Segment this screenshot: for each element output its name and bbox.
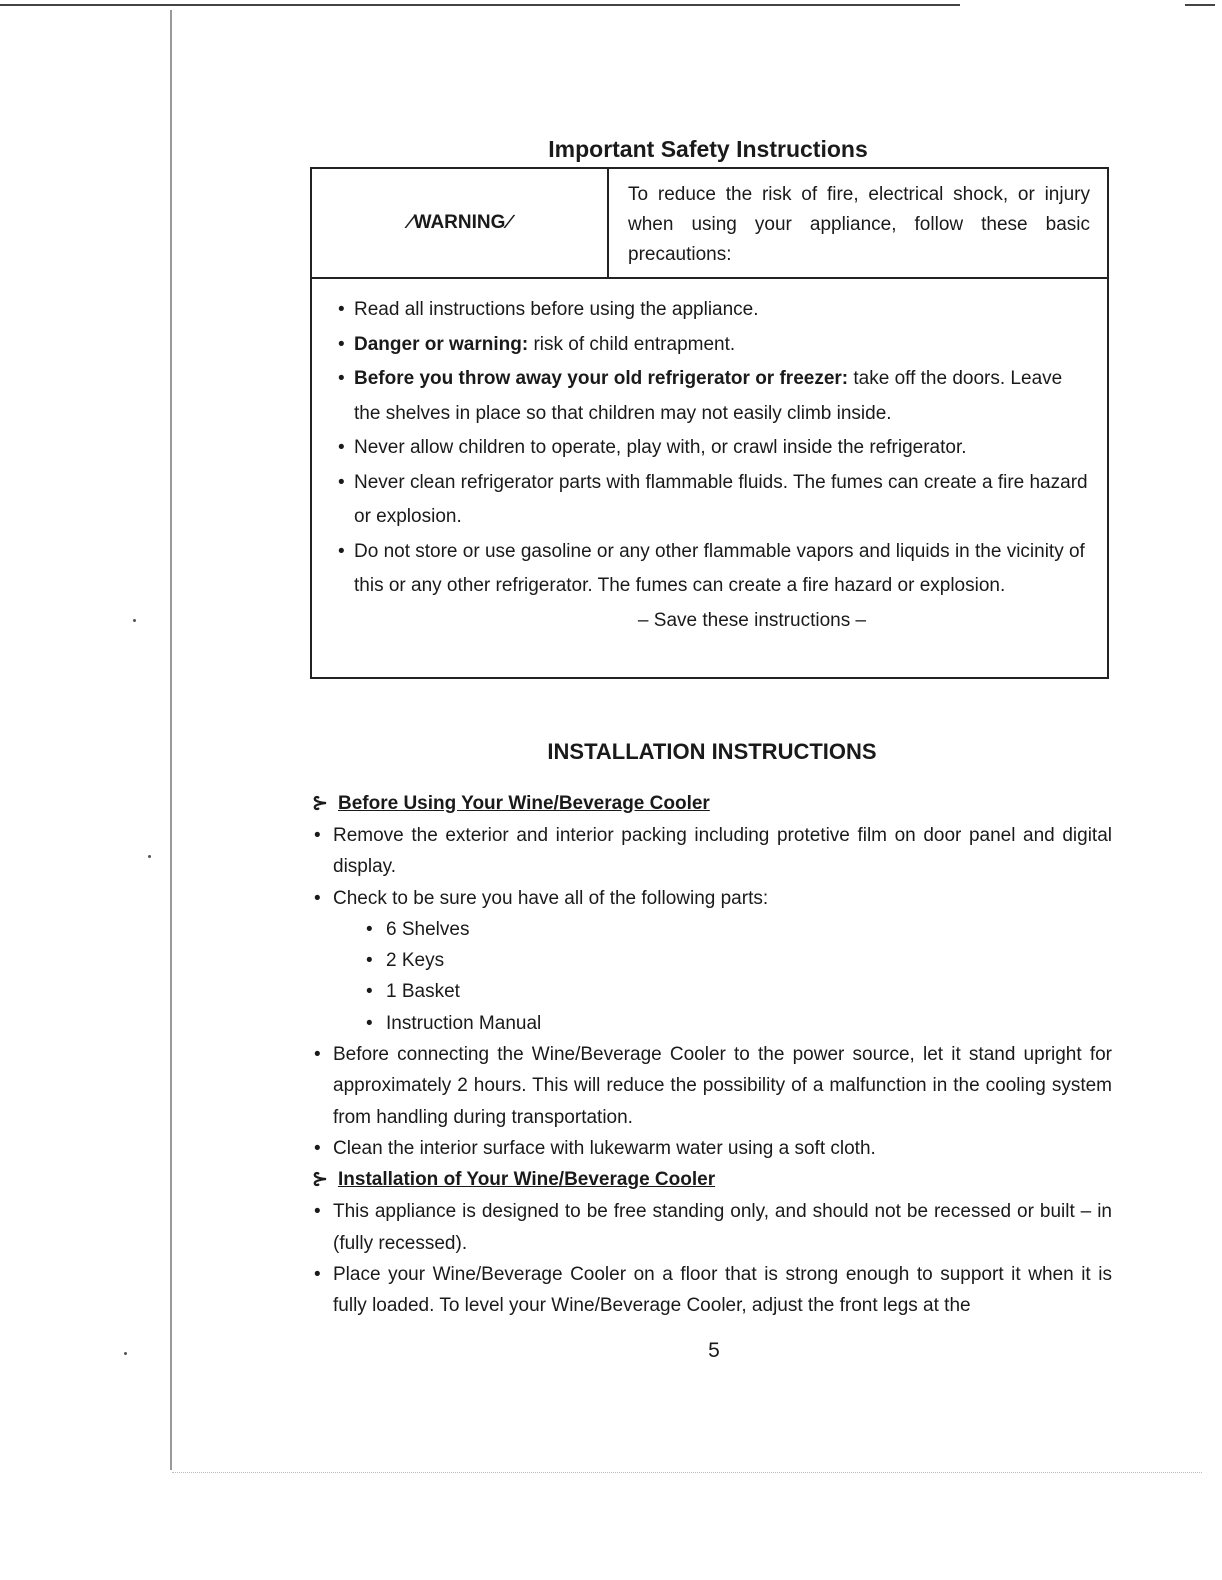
list-item: • Do not store or use gasoline or any other flammable vapors and liquids in the vicinity of this or any other refrigerator. The fumes can create a fire hazard or explosion. [336, 535, 1088, 604]
save-instructions-note: – Save these instructions – [637, 609, 867, 631]
installation-title: INSTALLATION INSTRUCTIONS [547, 739, 877, 764]
installation-of-heading: ⊱ Installation of Your Wine/Beverage Cooler [312, 1164, 1112, 1196]
parts-item: • 2 Keys [364, 945, 1112, 976]
warning-text: To reduce the risk of fire, electrical shock, or injury when using your appliance, follow these basic precautions: [628, 184, 1090, 265]
parts-item: • 1 Basket [364, 976, 1112, 1007]
installation-section [312, 788, 1112, 1321]
warning-box [310, 167, 1109, 679]
list-item: • Check to be sure you have all of the following parts: [312, 883, 1112, 914]
page-number: 5 [708, 1339, 720, 1362]
list-item: • Read all instructions before using the appliance. [336, 293, 1088, 328]
safety-title: Important Safety Instructions [548, 136, 868, 162]
scan-edge-top-right [1185, 4, 1215, 6]
parts-item: • Instruction Manual [364, 1008, 1112, 1039]
scan-edge-bottom [172, 1472, 1202, 1473]
scan-edge-top [0, 4, 960, 6]
warning-label-cell [312, 169, 609, 277]
list-item: • Before you throw away your old refrigerator or freezer: take off the doors. Leave the shelves in place so that children may not easily climb inside. [336, 362, 1088, 431]
scan-speck [133, 619, 136, 622]
warning-label: WARNING [413, 212, 506, 233]
before-using-list [312, 820, 1112, 1164]
parts-list [312, 914, 1112, 1039]
list-item: • This appliance is designed to be free standing only, and should not be recessed or built – in (fully recessed). [312, 1196, 1112, 1259]
list-item: • Before connecting the Wine/Beverage Cooler to the power source, let it stand upright for approximately 2 hours. This will reduce the possibility of a malfunction in the cooling system from handling during transportation. [312, 1039, 1112, 1133]
parts-item: • 6 Shelves [364, 914, 1112, 945]
before-using-heading: ⊱ Before Using Your Wine/Beverage Cooler [312, 788, 1112, 820]
list-item: • Remove the exterior and interior packing including protetive film on door panel and digital display. [312, 820, 1112, 883]
safety-list [336, 293, 1088, 638]
list-item: • Danger or warning: risk of child entrapment. [336, 328, 1088, 363]
warning-symbol-icon: ∕ [408, 212, 412, 233]
list-item: • Never allow children to operate, play with, or crawl inside the refrigerator. [336, 431, 1088, 466]
arrow-icon: ⊱ [312, 1169, 328, 1191]
installation-list [312, 1196, 1112, 1321]
arrow-icon: ⊱ [312, 793, 328, 814]
scan-speck [148, 855, 151, 858]
list-item: • Clean the interior surface with lukewarm water using a soft cloth. [312, 1133, 1112, 1164]
warning-header-row [312, 169, 1107, 279]
list-item: • Place your Wine/Beverage Cooler on a floor that is strong enough to support it when it is fully loaded. To level your Wine/Beverage Cooler, adjust the front legs at the [312, 1259, 1112, 1322]
list-item: • Never clean refrigerator parts with flammable fluids. The fumes can create a fire hazard or explosion. [336, 466, 1088, 535]
warning-symbol-icon: ∕ [507, 212, 511, 233]
